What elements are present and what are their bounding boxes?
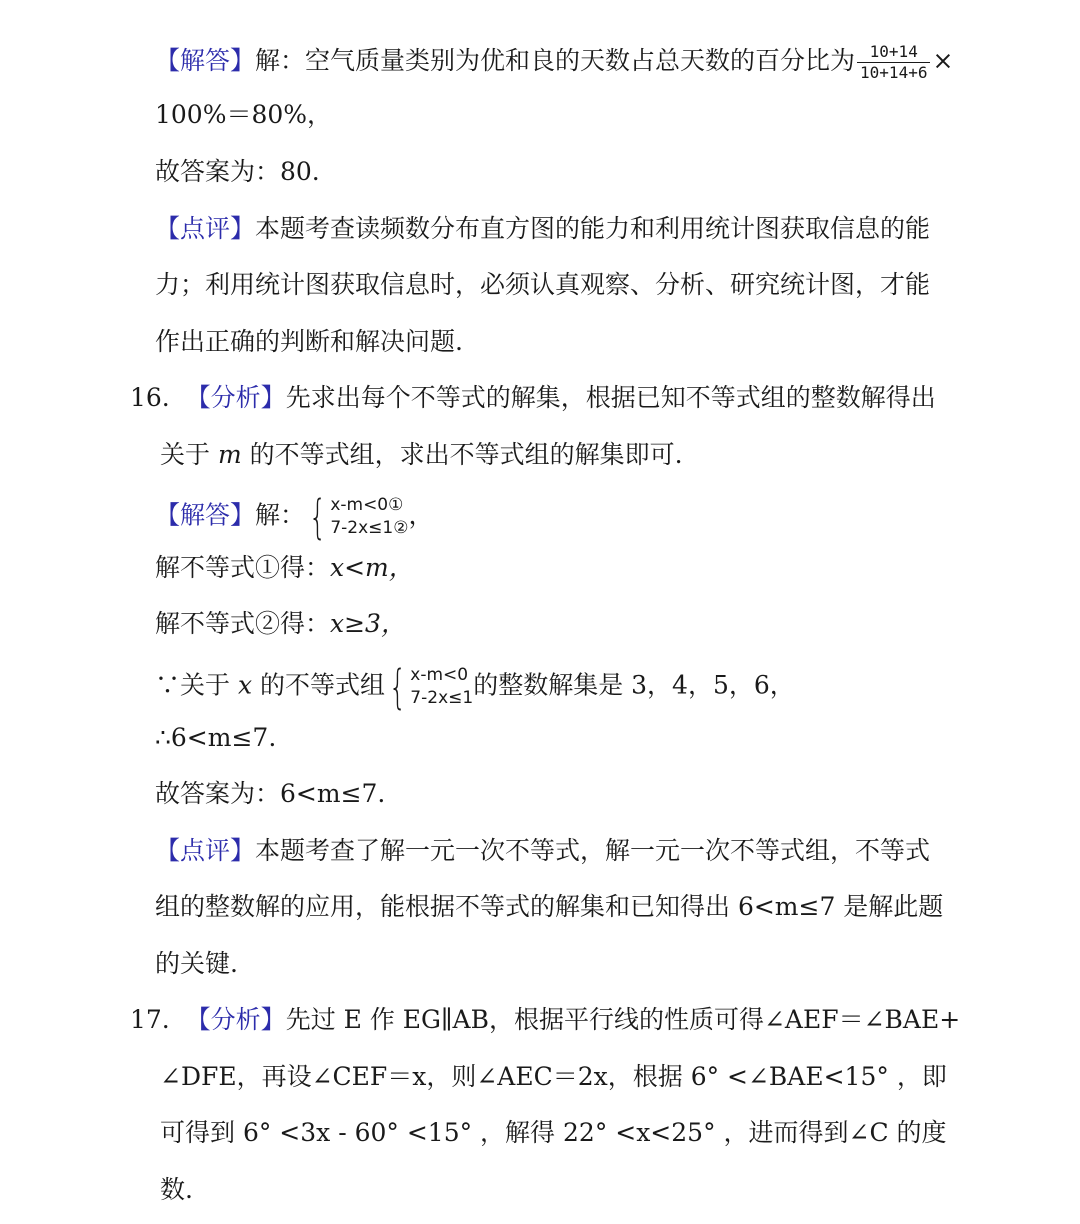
q16-step-2 — [155, 607, 406, 641]
q15-final-answer: 故答案为：80. — [155, 157, 320, 186]
system-2-row-1: x-m<0 — [410, 665, 469, 685]
q17-analysis-line-2: ∠DFE，再设∠CEF＝x，则∠AEC＝2x，根据 6° <∠BAE<15° ，即 — [160, 1062, 947, 1091]
q17-analysis-tag: 【分析】 — [185, 1005, 286, 1034]
brace-icon: { — [308, 490, 327, 544]
q15-comment-tag: 【点评】 — [155, 214, 256, 243]
q16-analysis-text-1: 先求出每个不等式的解集，根据已知不等式组的整数解得出 — [285, 383, 936, 412]
step-2-text: 解不等式②得： — [155, 609, 331, 638]
q16-answer-prefix: 解： — [255, 500, 306, 530]
inequality-system-1 — [305, 490, 409, 544]
q15-fraction — [857, 42, 930, 83]
q16-comment-text-1: 本题考查了解一元一次不等式，解一元一次不等式组，不等式 — [255, 836, 931, 865]
q15-answer-line — [155, 42, 953, 83]
system-2-row-2: 7-2x≤1 — [410, 688, 474, 708]
final-answer-value: 6<m≤7. — [280, 779, 386, 808]
q16-analysis-text-2a: 关于 — [160, 440, 218, 469]
step-3-text-a: ∵关于 — [155, 670, 238, 700]
step-1-result: x<m， — [330, 553, 414, 582]
q16-step-1 — [155, 551, 414, 585]
q17-analysis-line-4: 数. — [160, 1175, 193, 1204]
q15-comment-line-2: 力；利用统计图获取信息时，必须认真观察、分析、研究统计图，才能 — [155, 270, 931, 299]
q17-number: 17. — [130, 1005, 170, 1034]
step-2-result: x≥3， — [330, 609, 406, 638]
q16-answer-line — [155, 490, 434, 544]
brace-icon: { — [388, 660, 407, 714]
fraction-numerator: 10+14 — [857, 42, 930, 63]
step-3-text-c: 的整数解集是 3，4，5，6， — [473, 670, 795, 700]
q17-analysis-line-3: 可得到 6° <3x - 60° <15° ，解得 22° <x<25° ，进而得到∠C 的度 — [160, 1118, 947, 1147]
q16-comment-line-2: 组的整数解的应用，能根据不等式的解集和已知得出 6<m≤7 是解此题 — [155, 892, 944, 921]
q15-percent-line: 100%＝80%， — [155, 100, 333, 129]
q17-analysis-line-1 — [130, 1003, 960, 1037]
q16-step-3 — [155, 660, 795, 714]
q16-analysis-text-2b: 的不等式组，求出不等式组的解集即可. — [241, 440, 683, 469]
final-answer-label: 故答案为： — [155, 779, 281, 808]
q17-analysis-text-1: 先过 E 作 EG∥AB，根据平行线的性质可得∠AEF＝∠BAE+ — [285, 1005, 961, 1034]
system-1-row-2: 7-2x≤1② — [330, 518, 409, 538]
var-m: m — [217, 440, 242, 469]
times-sign: × — [932, 46, 954, 75]
q16-comment-tag: 【点评】 — [155, 836, 256, 865]
q16-final-answer — [155, 777, 385, 811]
q16-answer-suffix: ， — [408, 500, 434, 530]
step-3-text-b: 的不等式组 — [252, 670, 386, 700]
q15-answer-tag: 【解答】 — [155, 46, 256, 75]
q16-comment-line-3: 的关键. — [155, 949, 238, 978]
q16-analysis-tag: 【分析】 — [185, 383, 286, 412]
q16-step-4: ∴6<m≤7. — [155, 723, 277, 752]
q15-comment-line-3: 作出正确的判断和解决问题. — [155, 327, 463, 356]
var-x: x — [237, 670, 253, 700]
q15-answer-text: 解：空气质量类别为优和良的天数占总天数的百分比为 — [255, 46, 856, 75]
q16-comment-line-1 — [155, 834, 930, 868]
q15-comment-line-1 — [155, 212, 930, 246]
inequality-system-2 — [385, 660, 474, 714]
q16-analysis-line-2 — [160, 438, 683, 472]
q15-comment-text-1: 本题考查读频数分布直方图的能力和利用统计图获取信息的能 — [255, 214, 931, 243]
fraction-denominator: 10+14+6 — [860, 63, 928, 82]
step-1-text: 解不等式①得： — [155, 553, 331, 582]
q16-analysis-line-1 — [130, 381, 936, 415]
q16-answer-tag: 【解答】 — [155, 500, 256, 530]
system-1-row-1: x-m<0① — [330, 495, 404, 515]
q16-number: 16. — [130, 383, 170, 412]
